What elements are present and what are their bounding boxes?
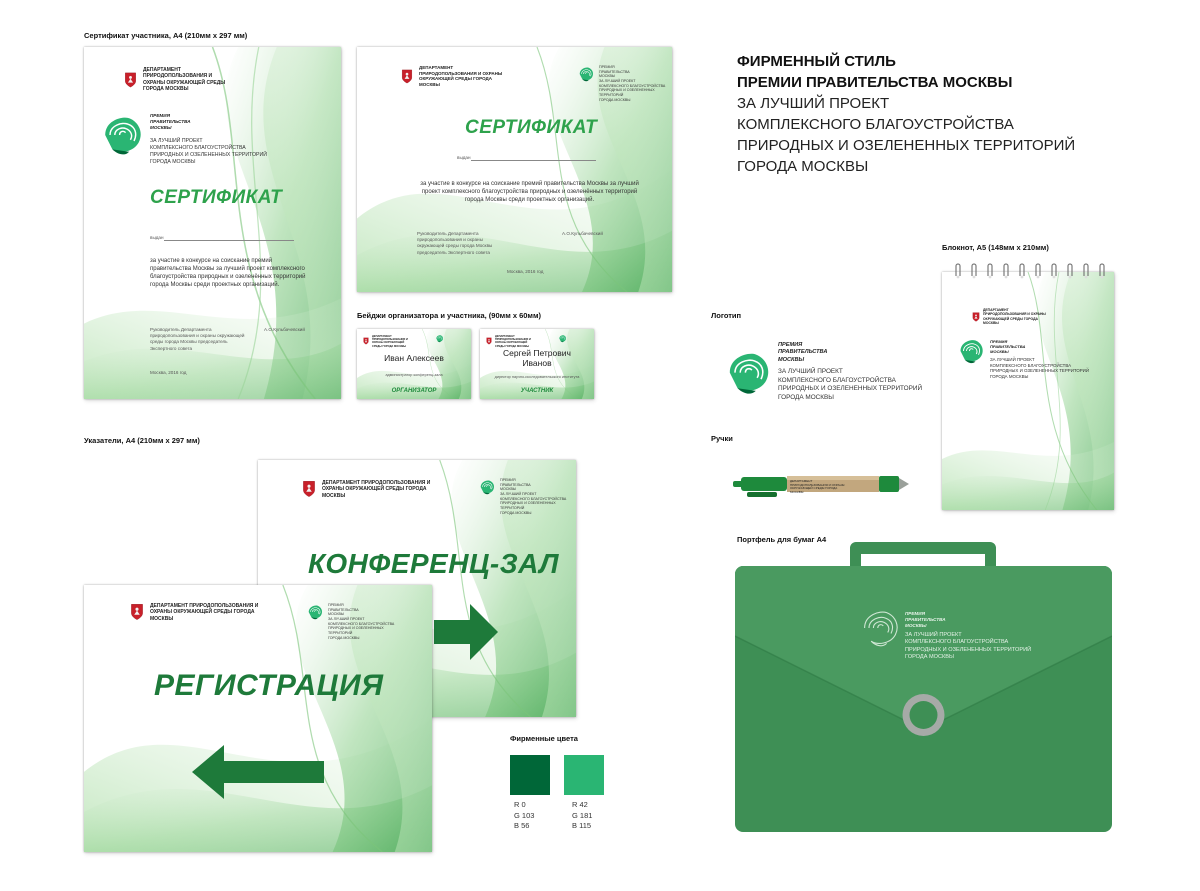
issued-label: выдан: [457, 155, 471, 160]
badge-participant: [480, 329, 594, 399]
moscow-crest-icon: [401, 69, 413, 84]
department-header: [486, 335, 535, 348]
badge-organizer: [357, 329, 471, 399]
department-name: ДЕПАРТАМЕНТ ПРИРОДОПОЛЬЗОВАНИЯ И ОХРАНЫ ОКРУЖАЮЩЕЙ СРЕДЫ ГОРОДА МОСКВЫ: [143, 67, 226, 92]
certificate-vertical: [84, 47, 341, 399]
label-notepad: Блокнот, А5 (148мм х 210мм): [942, 243, 1049, 252]
arrow-right-icon: [434, 604, 498, 660]
label-certificate: Сертификат участника, А4 (210мм х 297 мм): [84, 31, 248, 40]
department-name: ДЕПАРТАМЕНТ ПРИРОДОПОЛЬЗОВАНИЯ И ОХРАНЫ ОКРУЖАЮЩЕЙ СРЕДЫ ГОРОДА МОСКВЫ: [983, 308, 1046, 325]
prize-emblem-icon: [722, 336, 774, 408]
moscow-crest-icon: [124, 72, 137, 88]
certificate-title: СЕРТИФИКАТ: [465, 117, 598, 138]
logo-subtitle: ЗА ЛУЧШИЙ ПРОЕКТ КОМПЛЕКСНОГО БЛАГОУСТРОЙСТВА ПРИРОДНЫХ И ОЗЕЛЕНЕННЫХ ТЕРРИТОРИЙ ГОРОДА МОСКВЫ: [778, 368, 923, 401]
department-name: ДЕПАРТАМЕНТ ПРИРОДОПОЛЬЗОВАНИЯ И ОХРАНЫ ОКРУЖАЮЩЕЙ СРЕДЫ ГОРОДА МОСКВЫ: [495, 335, 531, 348]
main-title-line-1: ФИРМЕННЫЙ СТИЛЬ: [737, 53, 896, 70]
badge-person-name: Иван Алексеев: [384, 353, 444, 363]
prize-subtitle: ЗА ЛУЧШИЙ ПРОЕКТ КОМПЛЕКСНОГО БЛАГОУСТРОЙСТВА ПРИРОДНЫХ И ОЗЕЛЕНЕННЫХ ТЕРРИТОРИЙ ГОРОДА МОСКВЫ: [150, 138, 267, 166]
prize-mini-logo: [478, 478, 570, 515]
main-title-line-5: ПРИРОДНЫХ И ОЗЕЛЕНЕННЫХ ТЕРРИТОРИЙ: [737, 137, 1076, 154]
sign-conference-text: КОНФЕРЕНЦ-ЗАЛ: [308, 548, 559, 579]
main-title: [737, 51, 1075, 177]
signer: Руководитель Департамента природопользования и охраны окружающей среды города Москвы председатель Экспертного совета: [150, 327, 245, 351]
department-header: [130, 603, 260, 622]
notepad-spiral: [950, 262, 1108, 282]
logo-prize-name: ПРЕМИЯ ПРАВИТЕЛЬСТВА МОСКВЫ: [778, 342, 828, 363]
badge-role: ОРГАНИЗАТОР: [391, 388, 437, 394]
prize-name: ПРЕМИЯ ПРАВИТЕЛЬСТВА МОСКВЫ: [150, 113, 191, 131]
main-title-line-6: ГОРОДА МОСКВЫ: [737, 158, 869, 175]
label-pens: Ручки: [711, 434, 733, 443]
folder-emblem-icon: [858, 606, 902, 650]
prize-mini-text: ПРЕМИЯ ПРАВИТЕЛЬСТВА МОСКВЫ ЗА ЛУЧШИЙ ПРОЕКТ КОМПЛЕКСНОГО БЛАГОУСТРОЙСТВА ПРИРОДНЫХ И ОЗЕЛЕНЕННЫХ ТЕРРИТОРИЙ ГОРОДА МОСКВЫ: [328, 603, 395, 640]
prize-emblem-icon: [306, 603, 324, 621]
sign-registration: [84, 585, 432, 852]
main-title-line-4: КОМПЛЕКСНОГО БЛАГОУСТРОЙСТВА: [737, 116, 1014, 133]
badge-person-position: директор научно-исследовательского института: [494, 375, 580, 379]
sign-registration-text: РЕГИСТРАЦИЯ: [154, 669, 384, 702]
main-title-line-3: ЗА ЛУЧШИЙ ПРОЕКТ: [737, 95, 890, 112]
certificate-body: за участие в конкурсе на соискание премий правительства Москвы за лучший проект комплексного благоустройства природных и озеленённых территорий города Москвы среди проектных организаций.: [150, 258, 306, 289]
prize-mini-text: ПРЕМИЯ ПРАВИТЕЛЬСТВА МОСКВЫ ЗА ЛУЧШИЙ ПРОЕКТ КОМПЛЕКСНОГО БЛАГОУСТРОЙСТВА ПРИРОДНЫХ И ОЗЕЛЕНЕННЫХ ТЕРРИТОРИЙ ГОРОДА МОСКВЫ: [500, 478, 567, 515]
moscow-crest-icon: [486, 337, 492, 345]
department-name: ДЕПАРТАМЕНТ ПРИРОДОПОЛЬЗОВАНИЯ И ОХРАНЫ ОКРУЖАЮЩЕЙ СРЕДЫ ГОРОДА МОСКВЫ: [322, 480, 431, 499]
department-header: [972, 308, 1053, 325]
badge-person-position: администратор конференц-зала: [385, 373, 443, 377]
department-name: ДЕПАРТАМЕНТ ПРИРОДОПОЛЬЗОВАНИЯ И ОХРАНЫ ОКРУЖАЮЩЕЙ СРЕДЫ ГОРОДА МОСКВЫ: [419, 65, 503, 87]
label-signs: Указатели, А4 (210мм х 297 мм): [84, 436, 200, 445]
department-header: [302, 480, 432, 499]
prize-mini-logo: [577, 65, 669, 102]
department-name: ДЕПАРТАМЕНТ ПРИРОДОПОЛЬЗОВАНИЯ И ОХРАНЫ ОКРУЖАЮЩЕЙ СРЕДЫ ГОРОДА МОСКВЫ: [372, 335, 408, 348]
department-header: [124, 67, 233, 92]
prize-mini-logo: [306, 603, 398, 640]
issued-line: [164, 240, 294, 241]
prize-emblem-icon: [98, 111, 146, 159]
color-swatch-light: [564, 755, 604, 795]
prize-emblem-icon: [956, 336, 986, 366]
badge-person-name: Сергей Петрович Иванов: [503, 348, 571, 368]
color-light-values: R 42 G 181 B 115: [572, 800, 593, 830]
signer-name: А.О.Кульбачевский: [264, 327, 305, 332]
certificate-title: СЕРТИФИКАТ: [150, 187, 283, 208]
prize-mini-text: ПРЕМИЯ ПРАВИТЕЛЬСТВА МОСКВЫ ЗА ЛУЧШИЙ ПРОЕКТ КОМПЛЕКСНОГО БЛАГОУСТРОЙСТВА ПРИРОДНЫХ И ОЗЕЛЕНЕННЫХ ТЕРРИТОРИЙ ГОРОДА МОСКВЫ: [599, 65, 666, 102]
department-header: [363, 335, 412, 348]
arrow-left-icon: [192, 745, 324, 799]
prize-emblem-icon: [435, 334, 444, 343]
label-logo: Логотип: [711, 311, 742, 320]
pen-print: ДЕПАРТАМЕНТ ПРИРОДОПОЛЬЗОВАНИЯ И ОХРАНЫ ОКРУЖАЮЩЕЙ СРЕДЫ ГОРОДА МОСКВЫ: [790, 479, 845, 494]
moscow-crest-icon: [302, 480, 316, 498]
label-colors: Фирменные цвета: [510, 734, 578, 743]
prize-emblem-icon: [558, 334, 567, 343]
prize-emblem-icon: [577, 65, 595, 83]
moscow-crest-icon: [972, 312, 980, 322]
label-badges: Бейджи организатора и участника, (90мм х 60мм): [357, 311, 542, 320]
prize-emblem-icon: [478, 478, 496, 496]
signer: Руководитель Департамента природопользования и охраны окружающей среды города Москвы председатель Экспертного совета: [417, 231, 493, 255]
label-folder: Портфель для бумаг А4: [737, 535, 827, 544]
notepad: [942, 272, 1114, 510]
city-year: Москва, 2016 год: [150, 370, 187, 375]
logo-block: [722, 336, 922, 416]
notepad-prize-name: ПРЕМИЯ ПРАВИТЕЛЬСТВА МОСКВЫ: [990, 339, 1026, 354]
signer-name: А.О.Кульбачевский: [562, 231, 603, 236]
color-dark-values: R 0 G 103 B 56: [514, 800, 535, 830]
folder-prize-name: ПРЕМИЯ ПРАВИТЕЛЬСТВА МОСКВЫ: [905, 611, 946, 628]
issued-label: выдан: [150, 235, 164, 240]
main-title-line-2: ПРЕМИИ ПРАВИТЕЛЬСТВА МОСКВЫ: [737, 74, 1013, 91]
issued-line: [471, 160, 596, 161]
certificate-horizontal: [357, 47, 672, 292]
moscow-crest-icon: [363, 337, 369, 345]
city-year: Москва, 2016 год: [507, 269, 544, 274]
moscow-crest-icon: [130, 603, 144, 621]
notepad-subtitle: ЗА ЛУЧШИЙ ПРОЕКТ КОМПЛЕКСНОГО БЛАГОУСТРОЙСТВА ПРИРОДНЫХ И ОЗЕЛЕНЕННЫХ ТЕРРИТОРИЙ ГОРОДА МОСКВЫ: [990, 357, 1089, 380]
certificate-body: за участие в конкурсе на соискание премий правительства Москвы за лучший проект комплексного благоустройства природных и озеленённых территорий города Москвы среди проектных организаций.: [420, 181, 639, 204]
department-name: ДЕПАРТАМЕНТ ПРИРОДОПОЛЬЗОВАНИЯ И ОХРАНЫ ОКРУЖАЮЩЕЙ СРЕДЫ ГОРОДА МОСКВЫ: [150, 603, 259, 622]
color-swatch-dark: [510, 755, 550, 795]
folder-illustration: [735, 540, 1112, 832]
department-header: [401, 65, 509, 88]
folder-subtitle: ЗА ЛУЧШИЙ ПРОЕКТ КОМПЛЕКСНОГО БЛАГОУСТРОЙСТВА ПРИРОДНЫХ И ОЗЕЛЕНЕННЫХ ТЕРРИТОРИЙ ГОРОДА МОСКВЫ: [905, 632, 1032, 660]
badge-role: УЧАСТНИК: [520, 388, 554, 394]
